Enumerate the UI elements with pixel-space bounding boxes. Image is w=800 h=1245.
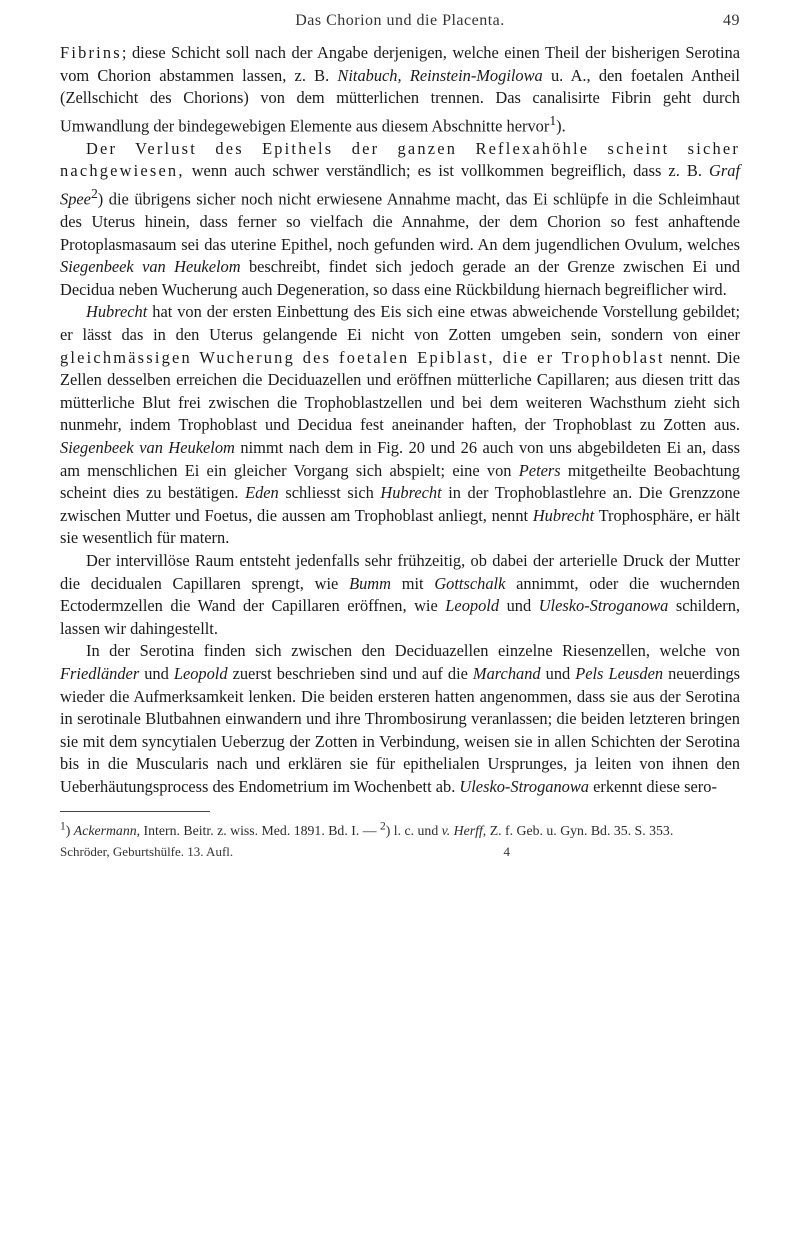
text-run: erkennt diese sero-: [589, 776, 717, 796]
author-name: Graf Spee: [60, 161, 740, 209]
author-name: Gottschalk: [434, 573, 506, 593]
text-run: , Intern. Beitr. z. wiss. Med. 1891. Bd. I. —: [136, 823, 380, 839]
footnote-1: [60, 820, 380, 839]
text-run: u. A., den foetalen Antheil (Zellschicht des Chorions) von dem mütterlichen trennen. Das canalisirte Fibrin geht durch Umwandlung der bindegewebigen Elemente aus diesem Abschnitte hervor: [60, 65, 740, 136]
author-name: Ulesko-Stroganowa: [538, 596, 669, 616]
paragraph-3: [60, 301, 740, 550]
paragraph-5: [60, 640, 740, 798]
text-run: mitgetheilte Beobachtung scheint dies zu bestätigen.: [60, 460, 740, 503]
text-run: hat von der ersten Einbettung des Eis sich eine etwas abweichende Vorstellung gebildet; er lässt das in den Uterus gelangende Ei nicht von Zotten umgeben sein, sondern von einer: [60, 302, 740, 345]
spaced-phrase: gleichmässigen Wucherung des foetalen Epiblast, die er Trophoblast: [60, 347, 665, 367]
text-run: nimmt nach dem in Fig. 20 und 26 auch von uns abgebildeten Ei an, dass am menschlichen Ei ein gleicher Vorgang sich abspielt; eine von: [60, 438, 741, 480]
author-name: Siegenbeek van Heukelom: [60, 438, 235, 458]
author-name: Nitabuch, Reinstein-Mogilowa: [337, 65, 543, 85]
author-name: Marchand: [472, 663, 541, 683]
text-run: zuerst beschrieben sind und auf die: [227, 663, 473, 683]
text-run: schildern, lassen wir dahingestellt.: [60, 596, 741, 638]
author-name: Siegenbeek van Heukelom: [60, 257, 241, 277]
text-run: Trophosphäre, er hält sie wesentlich für matern.: [60, 505, 740, 548]
printer-imprint: [60, 844, 740, 860]
text-run: , Z. f. Geb. u. Gyn. Bd. 35. S. 353.: [482, 823, 674, 839]
text-run: schliesst sich: [278, 483, 381, 503]
author-name: Ulesko-Stroganowa: [459, 776, 590, 796]
text-run: in der Trophoblastlehre an. Die Grenzzone zwischen Mutter und Foetus, die aussen am Trophoblast anliegt, nennt: [60, 483, 740, 525]
text-run: In der Serotina finden sich zwischen den Deciduazellen einzelne Riesenzellen, welche von: [86, 641, 740, 661]
footnote-ref[interactable]: 1: [549, 112, 557, 128]
author-name: Hubrecht: [532, 505, 595, 525]
author-name: Bumm: [349, 573, 391, 593]
author-name: Friedländer: [60, 663, 140, 683]
author-name: Peters: [518, 460, 561, 480]
footnote-marker: 1: [60, 820, 66, 833]
footnotes: [60, 818, 740, 841]
text-run: ): [65, 823, 74, 839]
footnote-divider: [60, 811, 210, 812]
signature-mark: 4: [503, 844, 510, 860]
paragraph-2: [60, 138, 740, 302]
text-run: annimmt, oder die wuchernden Ectodermzellen die Wand der Capillaren eröffnen, wie: [60, 573, 740, 616]
text-run: neuerdings wieder die Aufmerksamkeit lenken. Die beiden ersteren hatten angenommen, dass sie aus der Serotina in serotinale Blutbahnen einwandern und ihre Thrombosirung veranlassen; die beiden letzteren bringen sie mit dem syncytialen Ueberzug der Zotten in Verbindung, weisen sie in allen Schichten der Serotina bis in die Muscularis nach und erklären sie für epithelialen Ursprunges, ja leiten von ihnen den Ueberhäutungsprocess des Endometrium im Wochenbett ab.: [60, 663, 741, 796]
footnote-ref[interactable]: 2: [90, 186, 98, 202]
page-header: [60, 10, 740, 42]
footnote-2: [379, 820, 674, 839]
footnote-marker: 2: [379, 820, 386, 833]
text-run: ) l. c. und: [385, 823, 442, 839]
page-number: 49: [723, 12, 740, 29]
text-run: mit: [390, 573, 435, 593]
author-name: Leopold: [173, 663, 228, 683]
spaced-phrase: Der Verlust des Epithels der ganzen Reflexahöhle scheint sicher nachgewiesen,: [60, 138, 740, 181]
text-run: ) die übrigens sicher noch nicht erwiesene Annahme macht, das Ei schlüpfe in die Schleimhaut des Uterus hinein, dass ferner so vielfach die Annahme, der dem Chorion so fest anhaftende Protoplasmasaum sei das uterine Epithel, noch gefunden wird. An dem jugendlichen Ovulum, welches: [60, 189, 740, 254]
text-run: nennt. Die Zellen desselben erreichen die Deciduazellen und eröffnen mütterliche Capillaren; aus diesen tritt das mütterliche Blut frei zwischen die Trophoblastzellen und bei dem weiteren Wachsthum zieht sich nunmehr, indem Trophoblast und Decidua fest aneinander haften, der Trophoblast zu Zotten aus.: [60, 347, 740, 435]
running-title: Das Chorion und die Placenta.: [295, 12, 505, 29]
author-name: Eden: [245, 483, 279, 503]
author-name: Ackermann: [73, 823, 137, 839]
text-run: Der intervillöse Raum entsteht jedenfalls sehr frühzeitig, ob dabei der arterielle Druck der Mutter die decidualen Capillaren sprengt, wie: [60, 551, 740, 593]
author-name: Leopold: [445, 596, 500, 616]
text-run: und: [139, 663, 174, 683]
imprint-text: Schröder, Geburtshülfe. 13. Aufl.: [60, 844, 234, 860]
author-name: Hubrecht: [380, 483, 442, 503]
author-name: v. Herff: [441, 823, 483, 839]
text-run: beschreibt, findet sich jedoch gerade an der Grenze zwischen Ei und Decidua neben Wucherung auch Degeneration, so dass eine Rückbildung hiernach begreiflicher wird.: [60, 257, 740, 299]
text-run: und: [540, 663, 576, 683]
body-text: [60, 42, 740, 799]
paragraph-1: [60, 42, 740, 138]
text-run: und: [499, 596, 539, 616]
author-name: Pels Leusden: [575, 663, 664, 683]
text-run: ).: [556, 116, 566, 136]
spaced-term: Fibrins: [60, 43, 122, 62]
text-run: wenn auch schwer verständlich; es ist vollkommen begreiflich, dass z. B.: [184, 161, 710, 181]
paragraph-4: [60, 550, 740, 640]
author-name: Hubrecht: [86, 302, 148, 322]
text-run: ; diese Schicht soll nach der Angabe derjenigen, welche einen Theil der bisherigen Serotina vom Chorion abstammen lassen, z. B.: [60, 43, 740, 85]
